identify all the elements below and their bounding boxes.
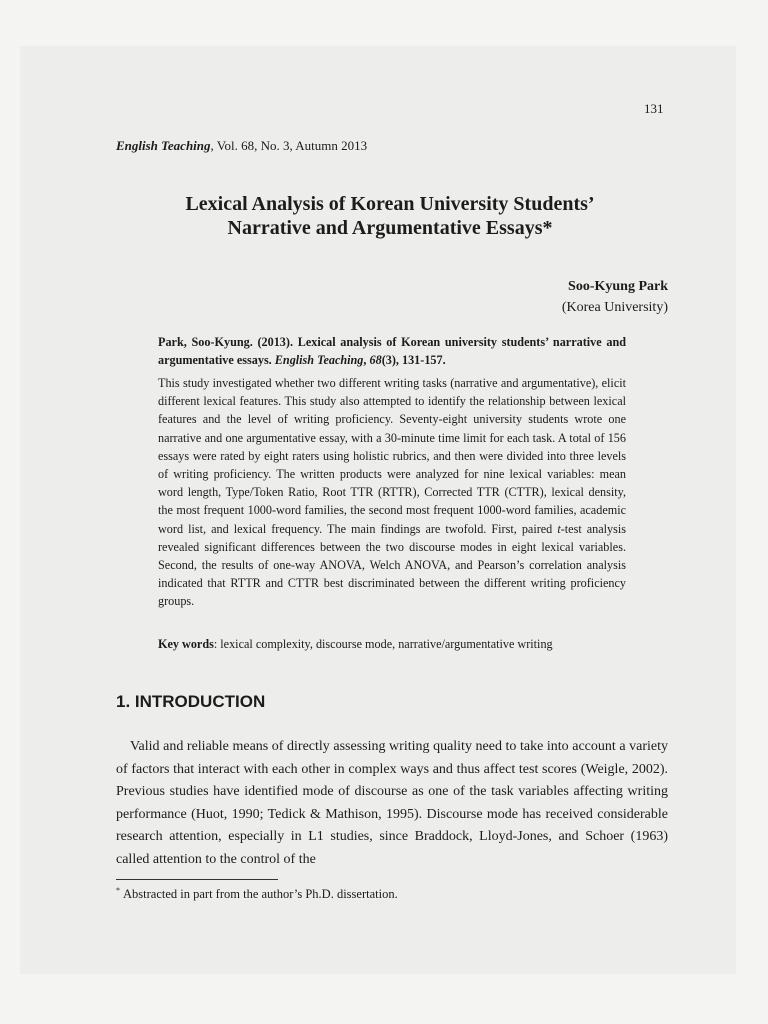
section-heading: 1. INTRODUCTION (116, 692, 266, 711)
abstract (158, 374, 626, 611)
intro-paragraph-text: Valid and reliable means of directly assessing writing quality need to take into account a variety of factors that interact with each other in complex ways and thus affect test scores (Weigle, 2002). Previous studies have identified mode of discourse as one of the task variables affecting writing performance (Huot, 1990; Tedick & Mathison, 1995). Discourse mode has received considerable research attention, especially in L1 studies, since Braddock, Lloyd-Jones, and Schoer (1963) called attention to the control of the (116, 739, 668, 867)
intro-paragraph (116, 736, 668, 871)
footnote-text: Abstracted in part from the author’s Ph.D. dissertation. (123, 887, 398, 901)
footnote (116, 886, 398, 902)
keywords-text: : lexical complexity, discourse mode, narrative/argumentative writing (213, 637, 553, 651)
author-affiliation: (Korea University) (561, 300, 668, 315)
title-line-2: Narrative and Argumentative Essays* (227, 217, 553, 239)
keywords (158, 637, 628, 652)
page-number: 131 (644, 101, 664, 116)
paper-title (110, 192, 670, 240)
journal-details: , Vol. 68, No. 3, Autumn 2013 (210, 138, 368, 153)
citation-rest: (3), 131-157. (381, 353, 446, 367)
author-block (562, 276, 668, 318)
journal-name: English Teaching (116, 138, 211, 153)
citation-volume: 68 (369, 353, 382, 367)
footnote-marker: * (116, 886, 120, 895)
abstract-t-symbol: t (557, 521, 561, 536)
citation-journal: English Teaching (274, 353, 364, 367)
abstract-part-1: This study investigated whether two different writing tasks (narrative and argumentative), elicit different lexical features. This study also attempted to identify the relationship between lexical features and the level of writing proficiency. Seventy-eight university students wrote one narrative and one argumentative essay, with a 30-minute time limit for each task. A total of 156 essays were rated by eight raters using holistic rubrics, and then were divided into three levels of writing proficiency. The written products were analyzed for nine lexical variables: mean word length, Type/Token Ratio, Root TTR (RTTR), Corrected TTR (CTTR), lexical density, the most frequent 1000-word families, the second most frequent 1000-word families, academic word list, and lexical frequency. The main findings are twofold. First, paired (158, 376, 626, 536)
citation-text: Park, Soo-Kyung. (2013). Lexical analysis of Korean university students’ narrative and argumentative essays. (158, 335, 626, 367)
title-line-1: Lexical Analysis of Korean University Students’ (185, 193, 595, 215)
citation (158, 333, 626, 369)
citation-comma: , (363, 353, 370, 367)
keywords-label: Key words (158, 637, 214, 651)
abstract-part-2: -test analysis revealed significant differences between the two discourse modes in eight lexical variables. Second, the results of one-way ANOVA, Welch ANOVA, and Pearson’s correlation analysis indicated that RTTR and CTTR best discriminated between the different writing proficiency groups. (158, 521, 627, 609)
author-name: Soo-Kyung Park (568, 279, 668, 294)
journal-header (116, 138, 367, 154)
footnote-rule (116, 879, 278, 880)
